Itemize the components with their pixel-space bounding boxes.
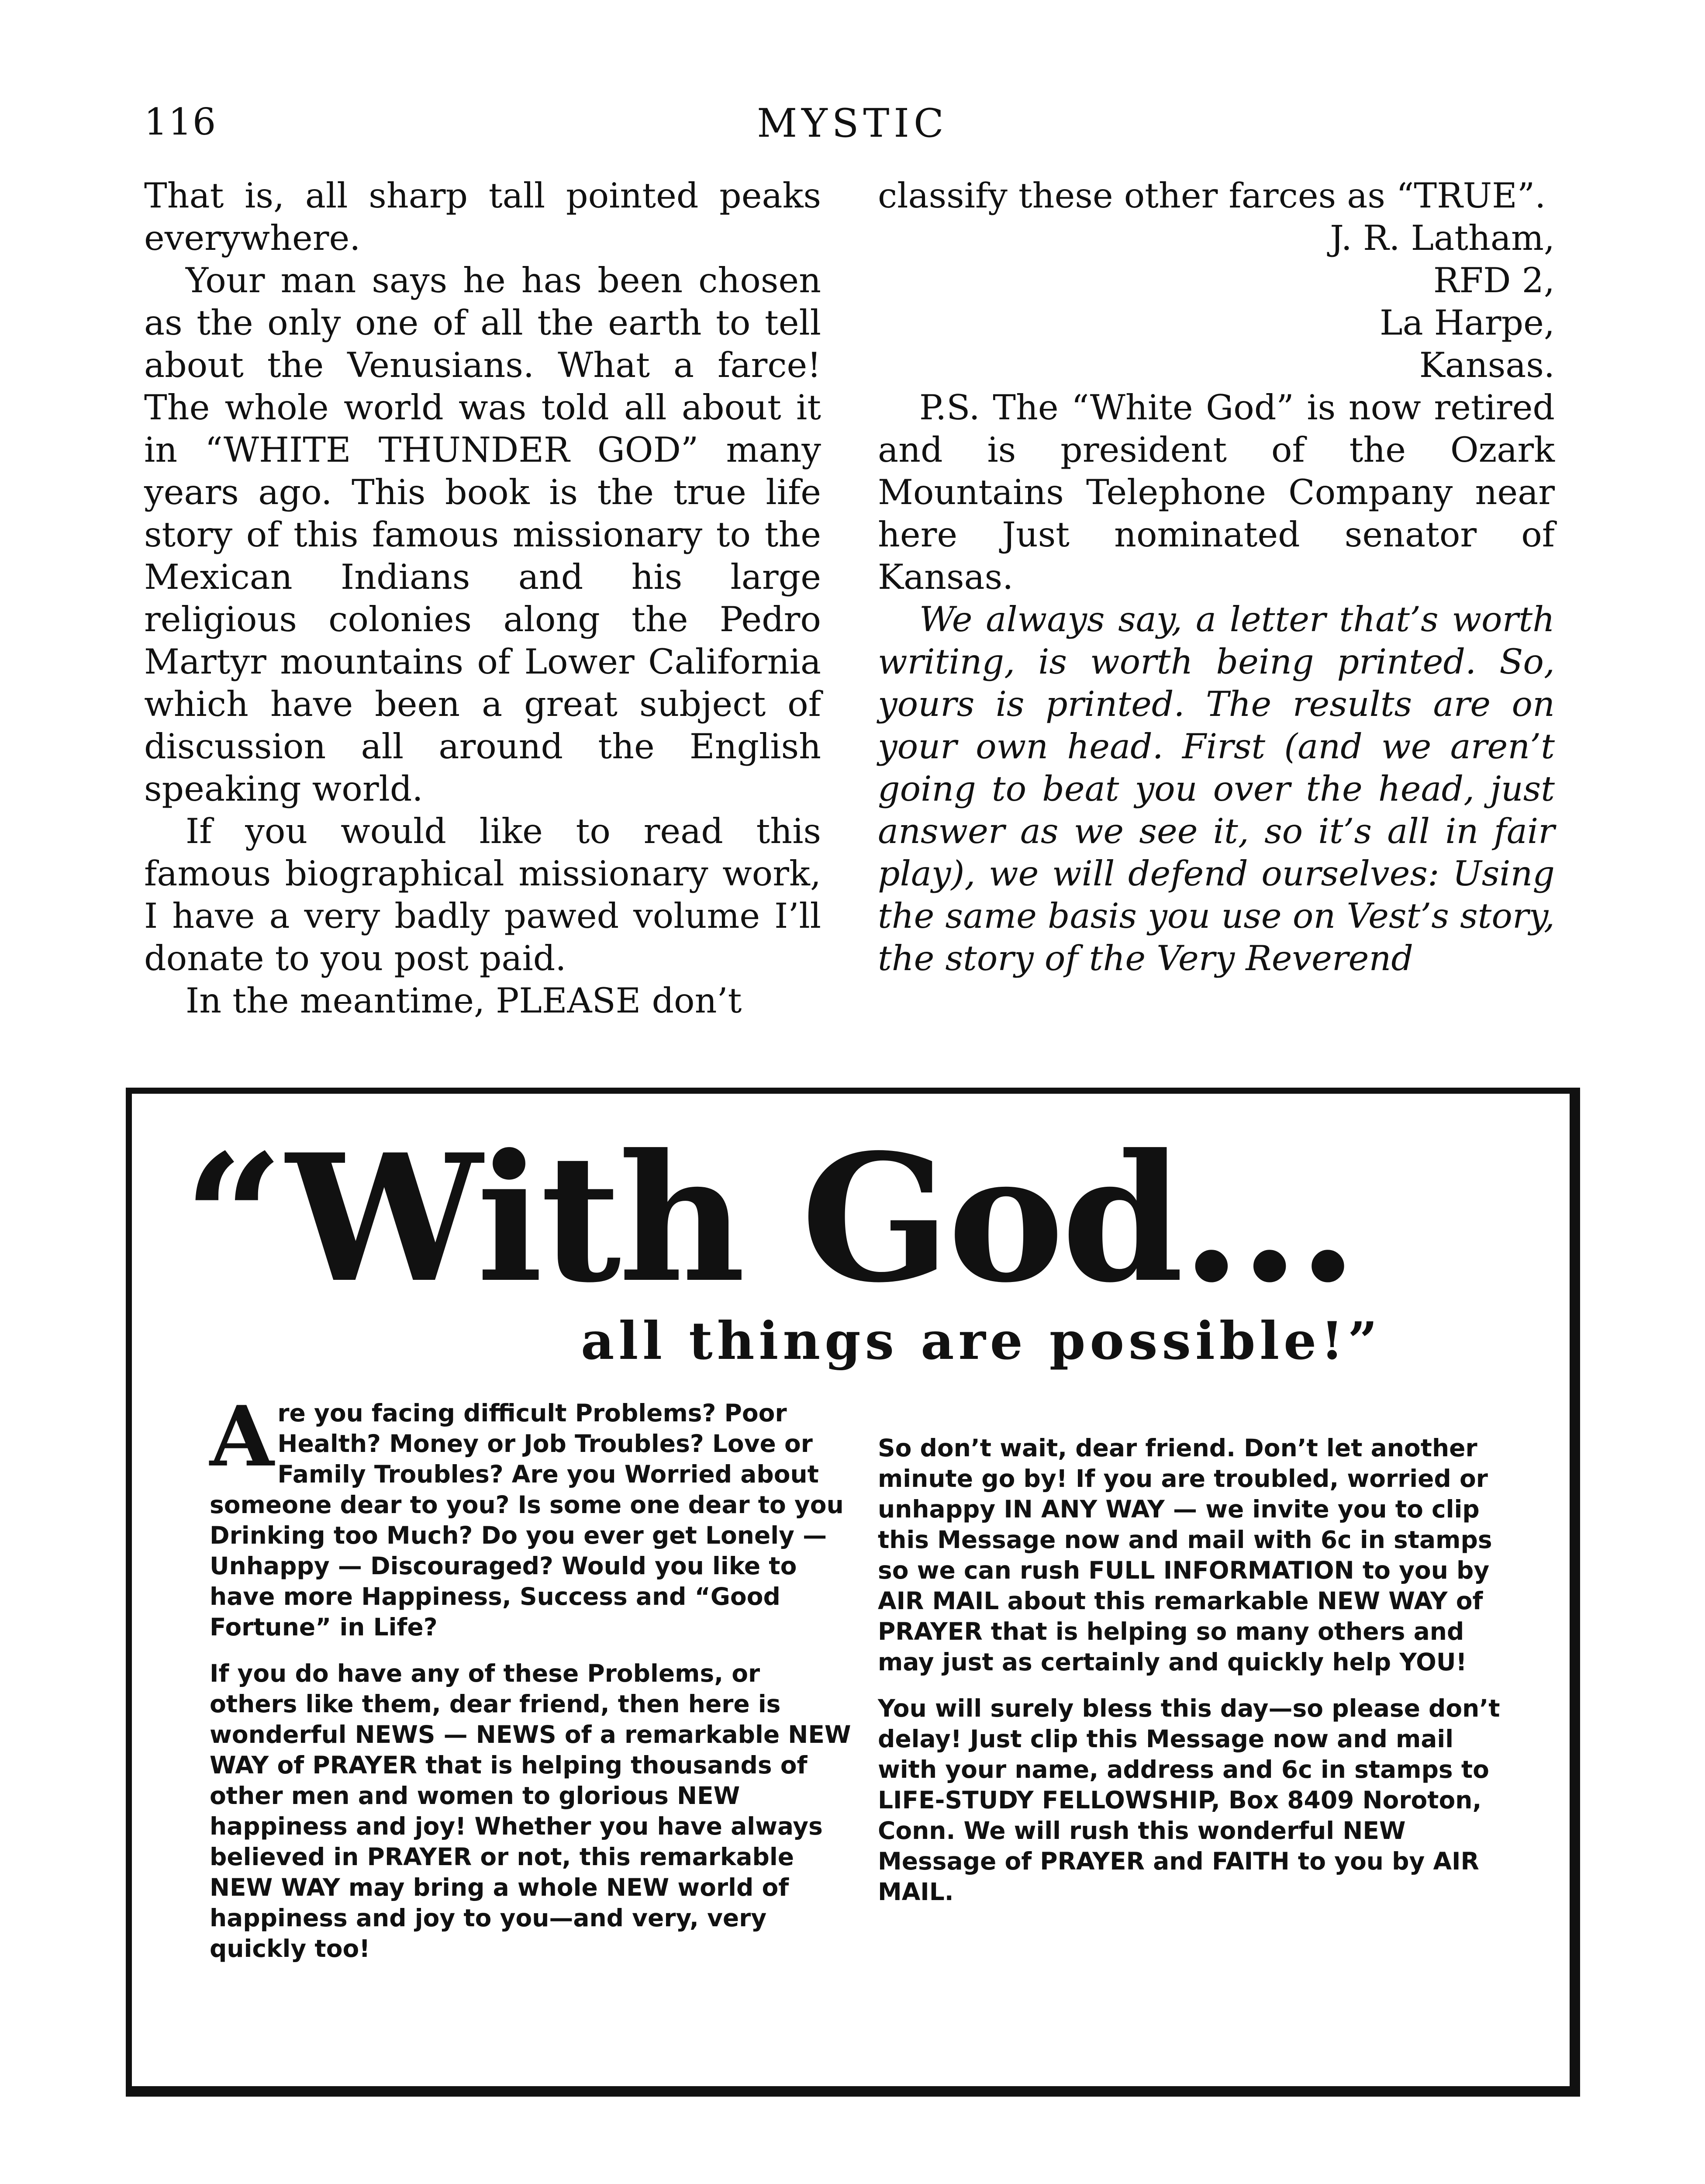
postscript: P.S. The “White God” is now retired and is president of the Ozark Mountains Telephone Company near here Just nominated senator of Kansas. (878, 387, 1555, 597)
signature-line: J. R. Latham, (1330, 218, 1555, 258)
article-paragraph: If you would like to read this famous biographical missionary work, I have a very badly pawed volume I’ll donate to you post paid. (144, 811, 821, 978)
article-paragraph: classify these other farces as “TRUE”. (878, 176, 1546, 216)
ad-headline: “With God... (183, 1116, 1356, 1321)
article-left-column (144, 175, 821, 1022)
ad-paragraph-text: re you facing difficult Problems? Poor Health? Money or Job Troubles? Love or Family Troubles? Are you Worried about someone dear to you? Is some one dear to you Drinking too Much? Do you ever get Lonely — Unhappy — Discouraged? Would you like to have more Happiness, Success and “Good Fortune” in Life? (210, 1399, 844, 1641)
ad-subheadline: all things are possible!” (581, 1310, 1382, 1371)
editor-reply: We always say, a letter that’s worth writing, is worth being printed. So, yours is printed. The results are on your own head. First (and we aren’t going to beat you over the head, just answer as we see it, so it’s all in fair play), we will defend ourselves: Using the same basis you use on Vest’s story, the story of the Very Reverend (878, 599, 1555, 978)
article-paragraph: In the meantime, PLEASE don’t (186, 981, 742, 1021)
article-paragraph: That is, all sharp tall pointed peaks everywhere. (144, 176, 821, 258)
page-number: 116 (144, 100, 217, 143)
running-head: MYSTIC (757, 100, 948, 146)
signature-line: La Harpe, (1380, 303, 1555, 343)
ad-paragraph: So don’t wait, dear friend. Don’t let another minute go by! If you are troubled, worried or unhappy IN ANY WAY — we invite you to clip this Message now and mail with 6c in stamps so we can rush FULL INFORMATION to you by AIR MAIL about this remarkable NEW WAY of PRAYER that is helping so many others and may just as certainly and quickly help YOU! (878, 1434, 1492, 1676)
signature-line: Kansas. (1419, 345, 1555, 385)
drop-cap: A (210, 1388, 274, 1485)
page-header (0, 0, 1705, 183)
article-paragraph: Your man says he has been chosen as the only one of all the earth to tell about the Venusians. What a farce! The whole world was told all about it in “WHITE THUNDER GOD” many years ago. This book is the true life story of this famous missionary to the Mexican Indians and his large religious colonies along the Pedro Martyr mountains of Lower California which have been a great subject of discussion all around the English speaking world. (144, 260, 821, 809)
ad-paragraph: If you do have any of these Problems, or others like them, dear friend, then here is wonderful NEWS — NEWS of a remarkable NEW WAY of PRAYER that is helping thousands of other men and women to glorious NEW happiness and joy! Whether you have always believed in PRAYER or not, this remarkable NEW WAY may bring a whole NEW world of happiness and joy to you—and very, very quickly too! (210, 1659, 851, 1963)
ad-right-column (878, 1433, 1507, 1923)
ad-paragraph (210, 1388, 852, 1642)
signature-line: RFD 2, (1433, 260, 1555, 301)
ad-paragraph: You will surely bless this day—so please don’t delay! Just clip this Message now and mail with your name, address and 6c in stamps to LIFE-STUDY FELLOWSHIP, Box 8409 Noroton, Conn. We will rush this wonderful NEW Message of PRAYER and FAITH to you by AIR MAIL. (878, 1694, 1500, 1906)
article-right-column (878, 175, 1555, 980)
ad-left-column (210, 1388, 852, 1980)
